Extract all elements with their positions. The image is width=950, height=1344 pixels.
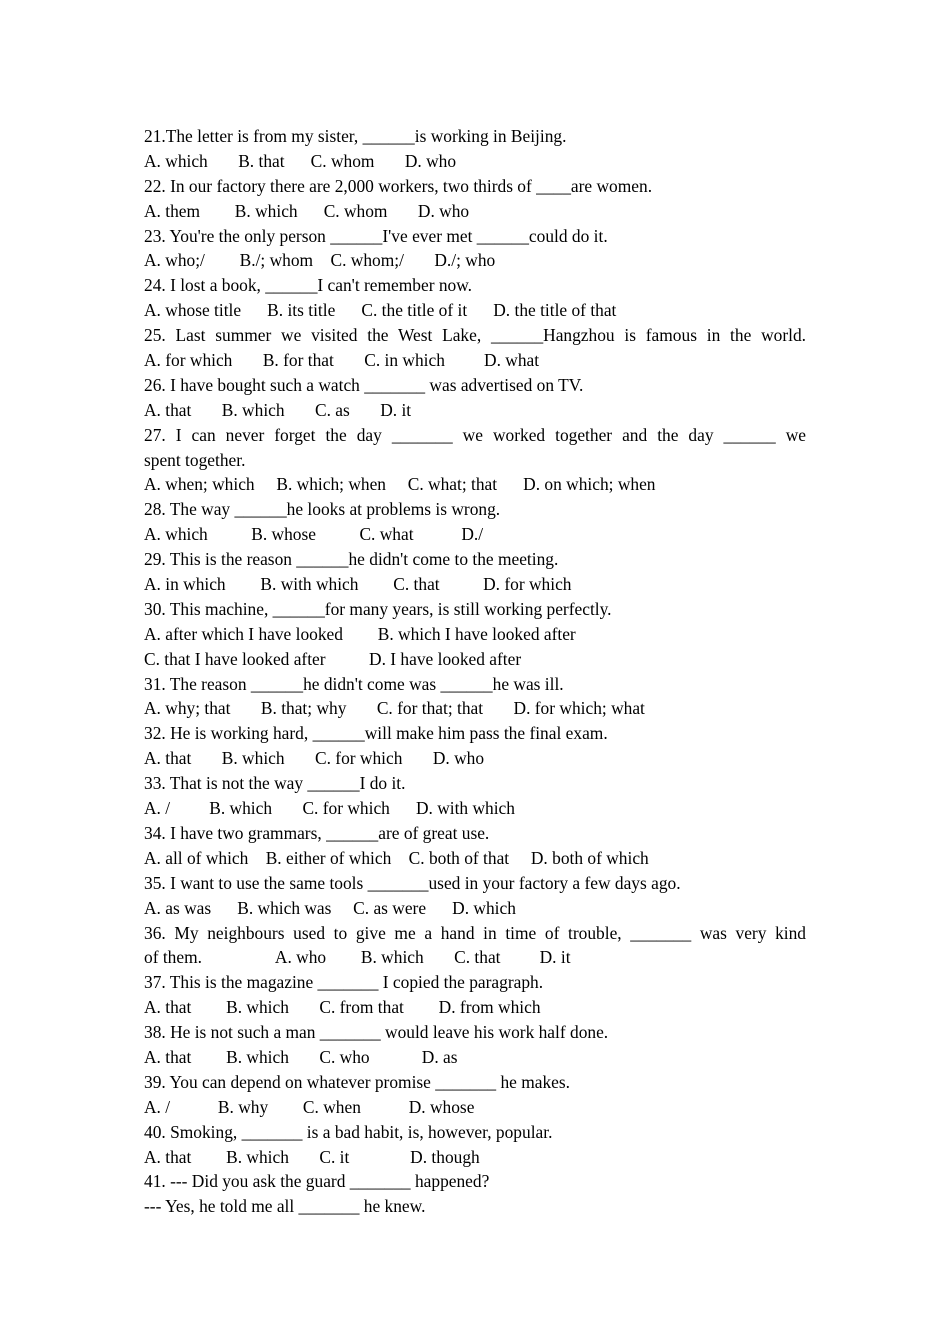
- text-line: 27. I can never forget the day _______ we worked together and the day ______ we: [144, 424, 806, 445]
- text-line: A. that B. which C. as D. it: [144, 399, 412, 420]
- text-line: A. why; that B. that; why C. for that; that D. for which; what: [144, 698, 645, 719]
- text-line: C. that I have looked after D. I have looked after: [144, 648, 522, 669]
- text-line: 25. Last summer we visited the West Lake, ______Hangzhou is famous in the world.: [144, 325, 806, 346]
- text-line: 32. He is working hard, ______will make him pass the final exam.: [144, 723, 608, 744]
- text-line: 38. He is not such a man _______ would leave his work half done.: [144, 1022, 609, 1043]
- text-line: A. / B. why C. when D. whose: [144, 1096, 475, 1117]
- text-line: A. that B. which C. for which D. who: [144, 748, 485, 769]
- text-line: A. whose title B. its title C. the title of it D. the title of that: [144, 300, 617, 321]
- text-line: A. as was B. which was C. as were D. which: [144, 897, 516, 918]
- text-line: 23. You're the only person ______I've ever met ______could do it.: [144, 225, 608, 246]
- text-line: 34. I have two grammars, ______are of great use.: [144, 822, 490, 843]
- text-line: 24. I lost a book, ______I can't remember now.: [144, 275, 473, 296]
- text-line: 31. The reason ______he didn't come was ______he was ill.: [144, 673, 564, 694]
- text-line: 30. This machine, ______for many years, is still working perfectly.: [144, 598, 612, 619]
- text-line: 39. You can depend on whatever promise _______ he makes.: [144, 1071, 570, 1092]
- text-line: 33. That is not the way ______I do it.: [144, 773, 406, 794]
- text-line: 37. This is the magazine _______ I copied the paragraph.: [144, 972, 544, 993]
- text-line: A. that B. which C. from that D. from which: [144, 997, 541, 1018]
- text-line: A. which B. that C. whom D. who: [144, 150, 457, 171]
- text-line: A. them B. which C. whom D. who: [144, 200, 470, 221]
- text-line: 40. Smoking, _______ is a bad habit, is, however, popular.: [144, 1121, 553, 1142]
- text-line: 36. My neighbours used to give me a hand in time of trouble, _______ was very kind: [144, 922, 806, 943]
- text-line: A. which B. whose C. what D./: [144, 524, 484, 545]
- text-line: 21.The letter is from my sister, ______is working in Beijing.: [144, 126, 567, 146]
- text-line: A. that B. which C. who D. as: [144, 1046, 458, 1067]
- text-line: 26. I have bought such a watch _______ was advertised on TV.: [144, 374, 584, 395]
- text-line: 22. In our factory there are 2,000 workers, two thirds of ____are women.: [144, 175, 653, 196]
- text-line: A. / B. which C. for which D. with which: [144, 798, 515, 819]
- text-line: --- Yes, he told me all _______ he knew.: [144, 1196, 426, 1217]
- text-line: A. that B. which C. it D. though: [144, 1146, 480, 1167]
- text-line: A. all of which B. either of which C. both of that D. both of which: [144, 847, 649, 868]
- text-line: 29. This is the reason ______he didn't come to the meeting.: [144, 549, 559, 570]
- document-page: [144, 124, 806, 1219]
- text-line: spent together.: [144, 449, 246, 470]
- text-line: A. when; which B. which; when C. what; that D. on which; when: [144, 474, 656, 495]
- text-line: A. for which B. for that C. in which D. what: [144, 350, 540, 371]
- text-line: A. who;/ B./; whom C. whom;/ D./; who: [144, 250, 496, 271]
- text-line: of them. A. who B. which C. that D. it: [144, 947, 571, 968]
- text-line: 28. The way ______he looks at problems is wrong.: [144, 499, 501, 520]
- text-line: 35. I want to use the same tools _______used in your factory a few days ago.: [144, 872, 681, 893]
- text-line: A. after which I have looked B. which I have looked after: [144, 623, 576, 644]
- text-line: A. in which B. with which C. that D. for which: [144, 574, 572, 595]
- text-line: 41. --- Did you ask the guard _______ happened?: [144, 1171, 490, 1192]
